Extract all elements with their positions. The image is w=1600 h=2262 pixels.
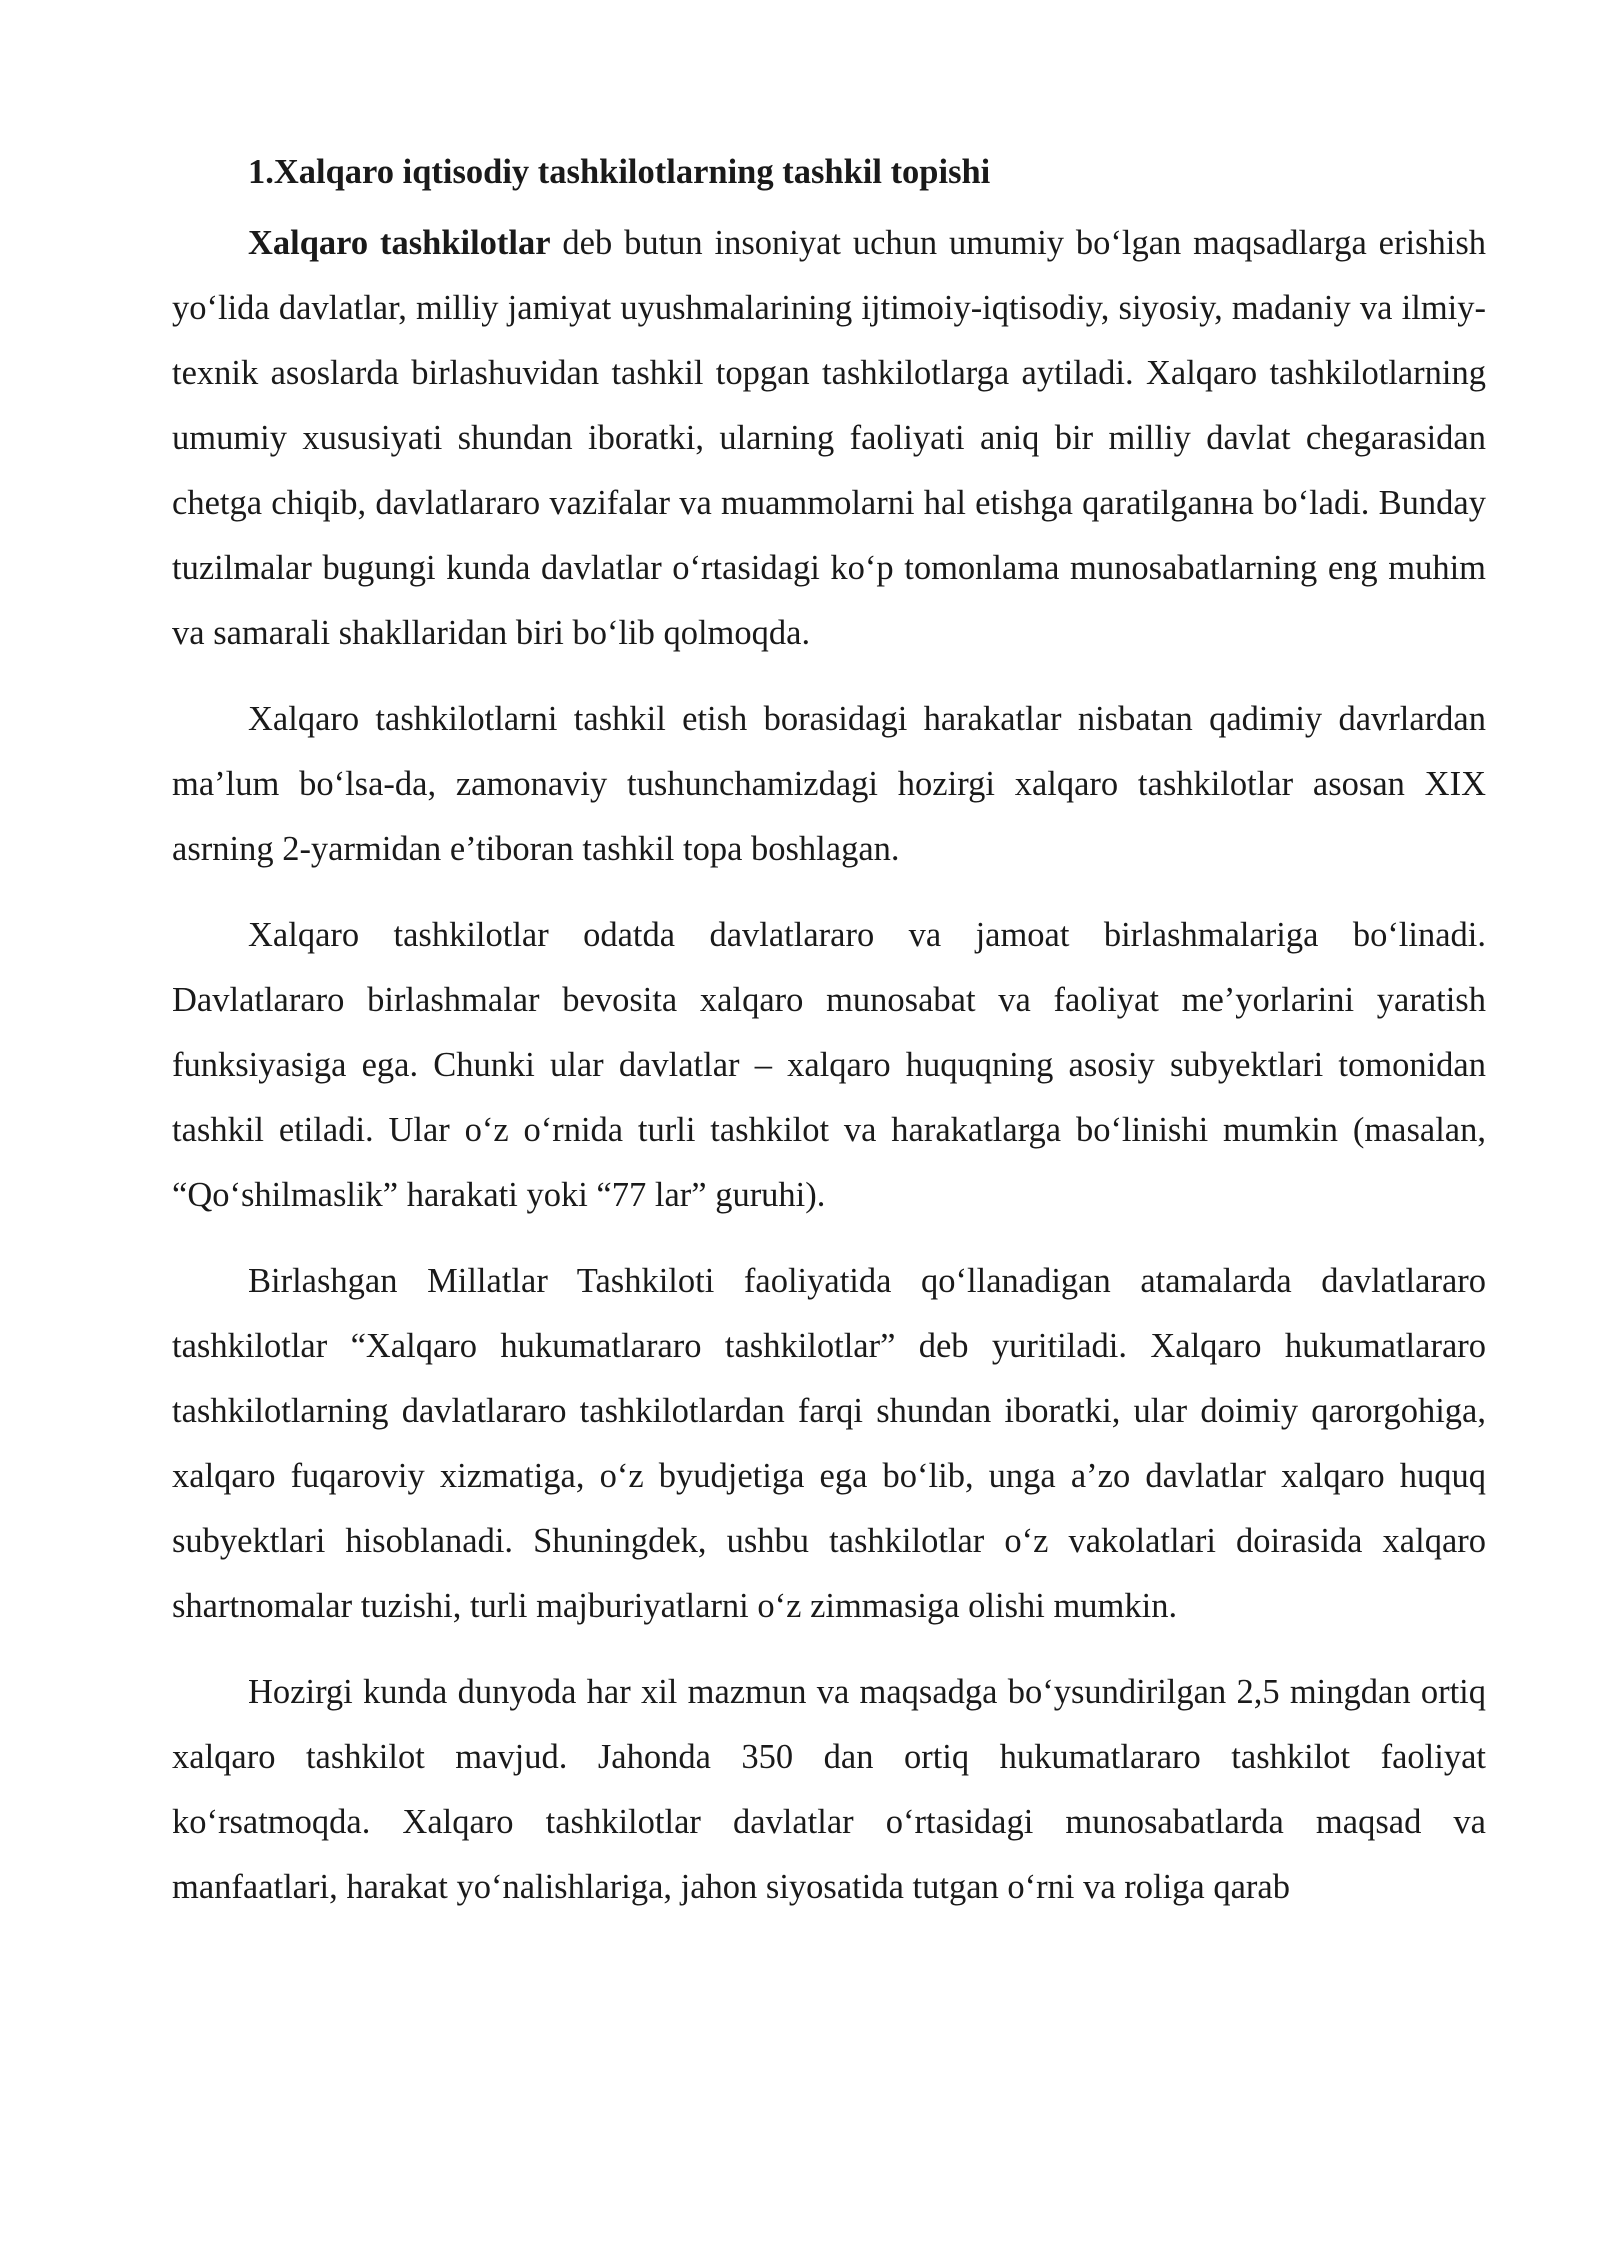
paragraph-5: Hozirgi kunda dunyoda har xil mazmun va maqsadga bo‘ysundirilgan 2,5 mingdan ortiq xalqaro tashkilot mavjud. Jahonda 350 dan ortiq hukumatlararo tashkilot faoliyat ko‘rsatmoqda. Xalqaro tashkilotlar davlatlar o‘rtasidagi munosabatlarda maqsad va manfaatlari, harakat yo‘nalishlariga, jahon siyosatida tutgan o‘rni va roliga qarab: [172, 1673, 1486, 1906]
paragraph-2: Xalqaro tashkilotlarni tashkil etish borasidagi harakatlar nisbatan qadimiy davrlardan ma’lum bo‘lsa-da, zamonaviy tushunchamizdagi hozirgi xalqaro tashkilotlar asosan XIX asrning 2-yarmidan e’tiboran tashkil topa boshlagan.: [172, 700, 1486, 868]
section-heading: 1.Xalqaro iqtisodiy tashkilotlarning tashkil topishi: [248, 153, 991, 191]
paragraph-4: Birlashgan Millatlar Tashkiloti faoliyatida qo‘llanadigan atamalarda davlatlararo tashkilotlar “Xalqaro hukumatlararo tashkilotlar” deb yuritiladi. Xalqaro hukumatlararo tashkilotlarning davlatlararo tashkilotlardan farqi shundan iboratki, ular doimiy qarorgohiga, xalqaro fuqaroviy xizmatiga, o‘z byudjetiga ega bo‘lib, unga a’zo davlatlar xalqaro huquq subyektlari hisoblanadi. Shuningdek, ushbu tashkilotlar o‘z vakolatlari doirasida xalqaro shartnomalar tuzishi, turli majburiyatlarni o‘z zimmasiga olishi mumkin.: [172, 1262, 1486, 1625]
paragraph-3: Xalqaro tashkilotlar odatda davlatlararo va jamoat birlashmalariga bo‘linadi. Davlatlararo birlashmalar bevosita xalqaro munosabat va faoliyat me’yorlarini yaratish funksiyasiga ega. Chunki ular davlatlar – xalqaro huquqning asosiy subyektlari tomonidan tashkil etiladi. Ular o‘z o‘rnida turli tashkilot va harakatlarga bo‘linishi mumkin (masalan, “Qo‘shilmaslik” harakati yoki “77 lar” guruhi).: [172, 916, 1486, 1214]
paragraph-1: [172, 211, 1486, 666]
paragraph-1-text: deb butun insoniyat uchun umumiy bo‘lgan maqsadlarga erishish yo‘lida davlatlar, milliy jamiyat uyushmalarining ijtimoiy-iqtisodiy, siyosiy, madaniy va ilmiy-texnik asoslarda birlashuvidan tashkil topgan tashkilotlarga aytiladi. Xalqaro tashkilotlarning umumiy xususiyati shundan iboratki, ularning faoliyati aniq bir milliy davlat chegarasidan chetga chiqib, davlatlararo vazifalar va muammolarni hal etishga qaratilganна bo‘ladi. Bunday tuzilmalar bugungi kunda davlatlar o‘rtasidagi ko‘p tomonlama munosabatlarning eng muhim va samarali shakllaridan biri bo‘lib qolmoqda.: [172, 224, 1486, 652]
document-page: [172, 140, 1486, 1920]
term-bold: Xalqaro tashkilotlar: [248, 224, 551, 262]
